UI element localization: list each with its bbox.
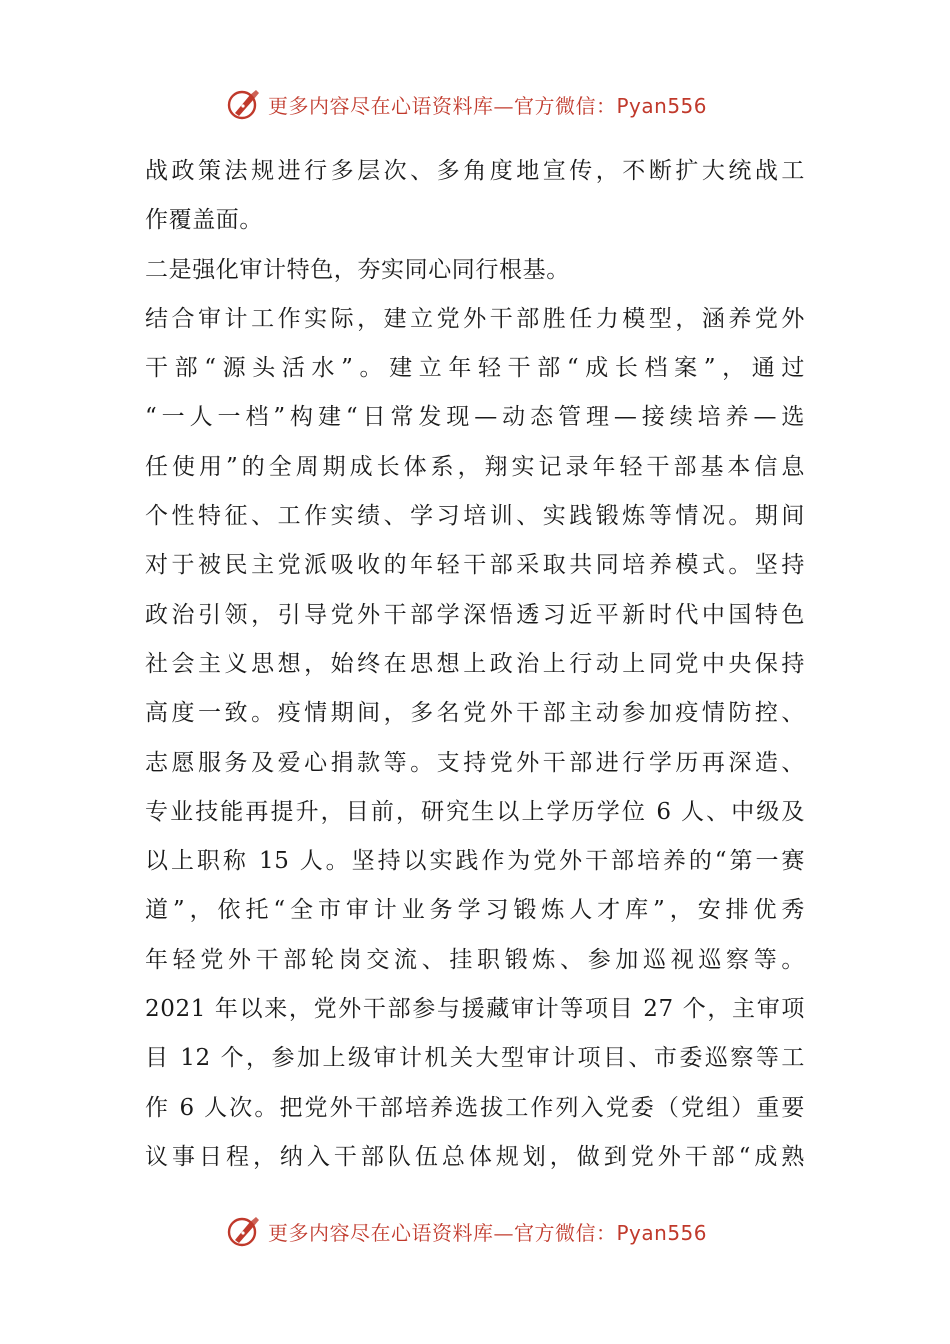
text-line: 个性特征、工作实绩、学习培训、实践锻炼等情况。期间 (145, 503, 805, 530)
text-line: 专业技能再提升，目前，研究生以上学历学位 6 人、中级及 (145, 798, 805, 825)
text-line: 目 12 个，参加上级审计机关大型审计项目、市委巡察等工 (145, 1045, 805, 1072)
watermark-text: 更多内容尽在心语资料库—官方微信：Pyan556 (268, 93, 708, 118)
watermark-header (226, 84, 746, 124)
watermark-footer (226, 1211, 746, 1251)
text-line: 战政策法规进行多层次、多角度地宣传，不断扩大统战工 (145, 158, 805, 184)
text-line: 对于被民主党派吸收的年轻干部采取共同培养模式。坚持 (145, 552, 805, 579)
text-line: 社会主义思想，始终在思想上政治上行动上同党中央保持 (145, 650, 805, 677)
text-line: 任使用”的全周期成长体系，翔实记录年轻干部基本信息 (145, 453, 805, 480)
text-line: 结合审计工作实际，建立党外干部胜任力模型，涵养党外 (145, 305, 805, 332)
text-line: 以上职称 15 人。坚持以实践作为党外干部培养的“第一赛 (145, 848, 805, 875)
text-line: 议事日程，纳入干部队伍总体规划，做到党外干部“成熟 (145, 1143, 805, 1170)
text-line: 二是强化审计特色，夯实同心同行根基。 (145, 256, 570, 283)
text-line: 干部“源头活水”。建立年轻干部“成长档案”，通过 (145, 355, 805, 382)
document-body (145, 147, 805, 1182)
watermark-text: 更多内容尽在心语资料库—官方微信：Pyan556 (268, 1220, 708, 1245)
text-line: 志愿服务及爱心捐款等。支持党外干部进行学历再深造、 (145, 749, 805, 776)
text-line: “一人一档”构建“日常发现—动态管理—接续培养—选 (145, 404, 805, 431)
text-line: 年轻党外干部轮岗交流、挂职锻炼、参加巡视巡察等。 (145, 946, 805, 973)
pen-nib-logo-icon (226, 1213, 262, 1249)
text-line: 2021 年以来，党外干部参与援藏审计等项目 27 个，主审项 (145, 996, 805, 1023)
text-line: 政治引领，引导党外干部学深悟透习近平新时代中国特色 (145, 601, 805, 628)
text-line: 作 6 人次。把党外干部培养选拔工作列入党委（党组）重要 (145, 1094, 805, 1121)
text-line: 道”，依托“全市审计业务学习锻炼人才库”，安排优秀 (145, 897, 805, 924)
pen-nib-logo-icon (226, 86, 262, 122)
text-line: 高度一致。疫情期间，多名党外干部主动参加疫情防控、 (145, 700, 805, 727)
text-line: 作覆盖面。 (145, 207, 263, 234)
